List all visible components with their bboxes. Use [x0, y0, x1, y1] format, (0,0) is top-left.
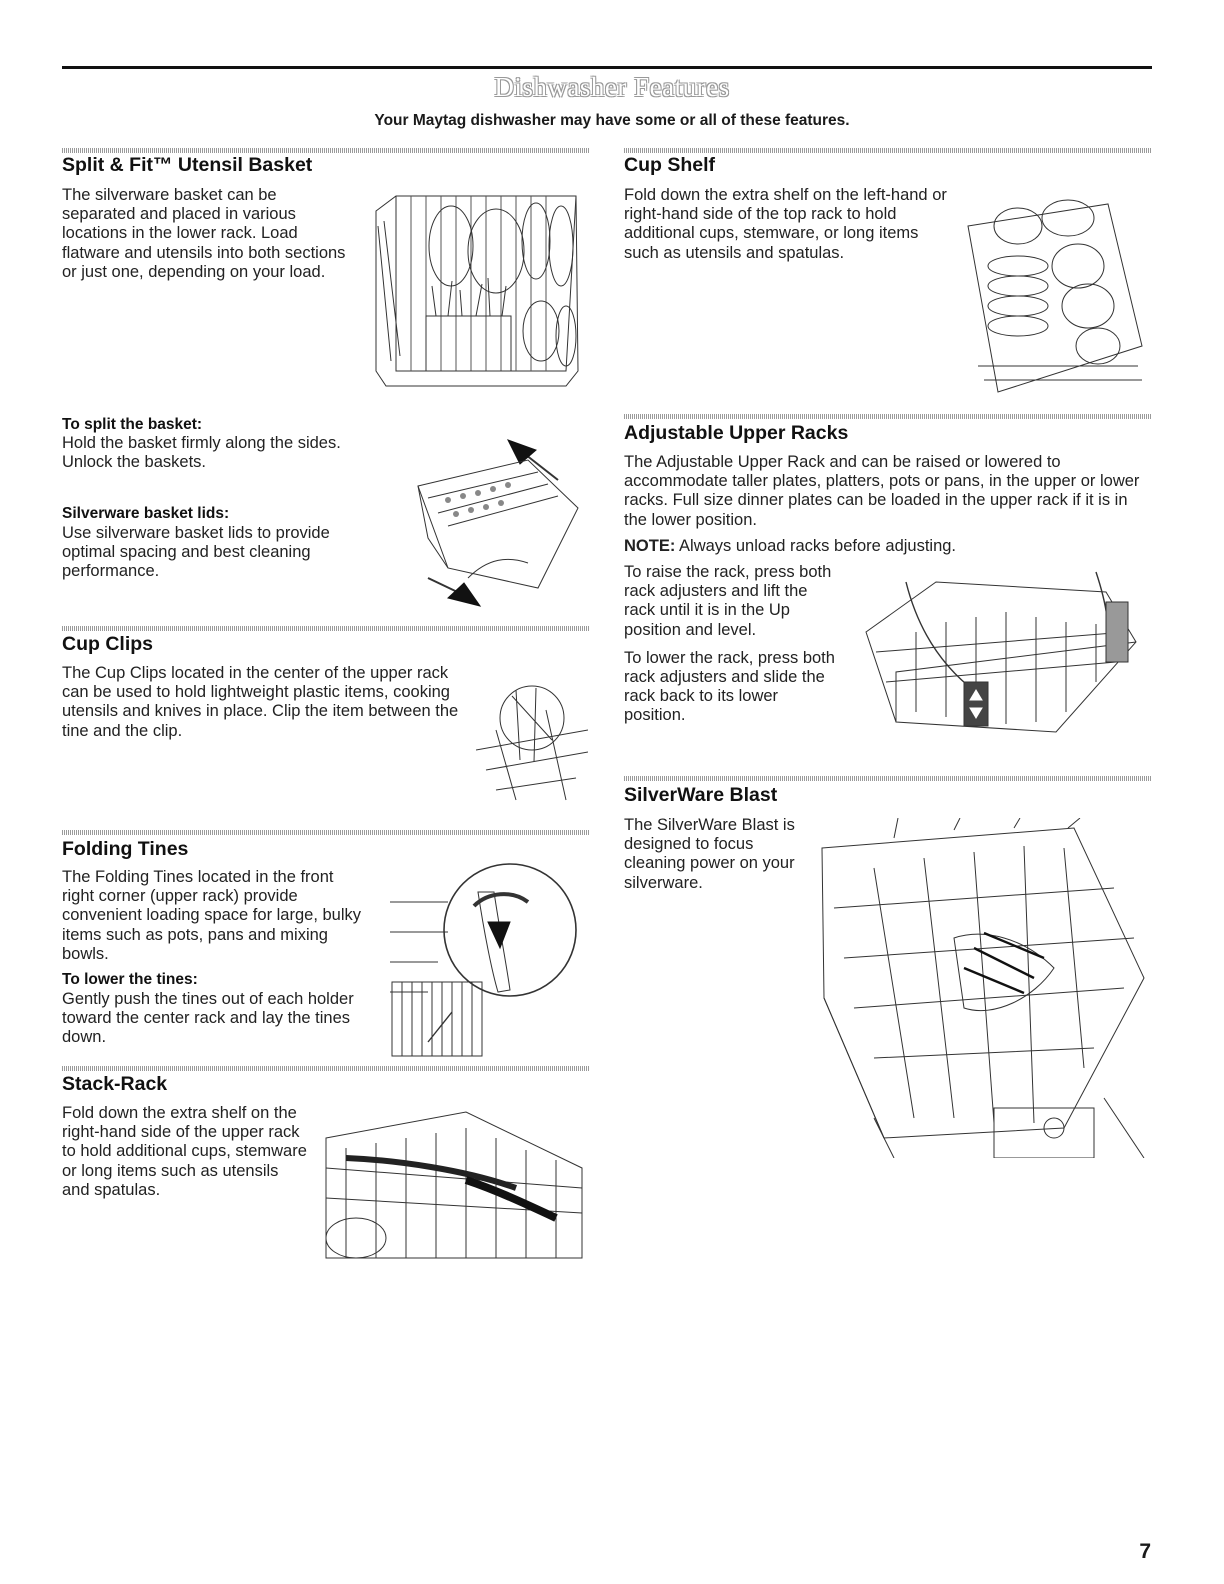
split-basket-body: Hold the basket firmly along the sides. Unlock the baskets. [62, 434, 341, 472]
utensil-basket-illustration [366, 186, 588, 396]
basket-lids-body: Use silverware basket lids to provide optimal spacing and best cleaning performance. [62, 524, 330, 581]
page-subtitle: Your Maytag dishwasher may have some or all of these features. [374, 112, 850, 129]
note-label: NOTE: [624, 537, 676, 555]
cup-clips-title: Cup Clips [62, 633, 153, 655]
section-divider [62, 148, 590, 153]
adjustable-racks-body: The Adjustable Upper Rack and can be raised or lowered to accommodate taller plates, platters, pots or pans, in the upper or lower racks. Full size dinner plates can be loaded in the upper rack if it is in the lower position. [624, 453, 1140, 529]
lower-tines-body: Gently push the tines out of each holder toward the center rack and lay the tines down. [62, 990, 354, 1047]
section-divider [62, 1066, 590, 1071]
basket-lids-heading: Silverware basket lids: [62, 505, 230, 522]
section-divider [624, 414, 1152, 419]
lower-rack-text: To lower the rack, press both rack adjusters and slide the rack back to its lower position. [624, 648, 835, 725]
cup-clips-body: The Cup Clips located in the center of the upper rack can be used to hold lightweight plastic items, cooking utensils and knives in place. Clip the item between the tine and the clip. [62, 664, 459, 740]
silverware-blast-illustration [814, 818, 1150, 1158]
silverware-blast-body: The SilverWare Blast is designed to focus cleaning power on your silverware. [624, 816, 795, 892]
adjustable-instructions [624, 563, 839, 726]
page-number: 7 [1139, 1540, 1151, 1563]
folding-tines-illustration [388, 862, 588, 1060]
section-divider [62, 830, 590, 835]
cup-shelf-body: Fold down the extra shelf on the left-hand or right-hand side of the top rack to hold additional cups, stemware, or long items such as utensils and spatulas. [624, 186, 947, 262]
folding-tines-body: The Folding Tines located in the front right corner (upper rack) provide convenient loading space for large, bulky items such as pots, pans and mixing bowls. [62, 868, 362, 963]
cup-clip-illustration [476, 670, 588, 804]
lower-tines-heading: To lower the tines: [62, 971, 198, 988]
folding-tines-title: Folding Tines [62, 838, 189, 860]
stack-rack-title: Stack-Rack [62, 1073, 168, 1095]
split-fit-body: The silverware basket can be separated and placed in various locations in the lower rack. Load flatware and utensils into both sections or just one, depending on your load. [62, 186, 346, 281]
split-basket-heading: To split the basket: [62, 416, 203, 433]
section-divider [62, 626, 590, 631]
page-title: Dishwasher Features [494, 72, 730, 102]
adjustable-racks-title: Adjustable Upper Racks [624, 422, 849, 444]
stack-rack-body: Fold down the extra shelf on the right-hand side of the upper rack to hold additional cups, stemware or long items such as utensils and spatulas. [62, 1104, 307, 1199]
section-divider [624, 148, 1152, 153]
basket-split-illustration [408, 438, 588, 612]
adjustable-rack-illustration [856, 562, 1148, 748]
split-fit-title: Split & Fit™ Utensil Basket [62, 154, 313, 176]
silverware-blast-title: SilverWare Blast [624, 784, 778, 806]
raise-rack-text: To raise the rack, press both rack adjusters and lift the rack until it is in the Up position and level. [624, 563, 832, 639]
adjustable-note [624, 537, 1152, 556]
top-rule [62, 66, 1152, 69]
note-text: Always unload racks before adjusting. [679, 537, 957, 555]
cup-shelf-illustration [958, 196, 1148, 396]
cup-shelf-title: Cup Shelf [624, 154, 715, 176]
section-divider [624, 776, 1152, 781]
stack-rack-illustration [316, 1108, 588, 1260]
